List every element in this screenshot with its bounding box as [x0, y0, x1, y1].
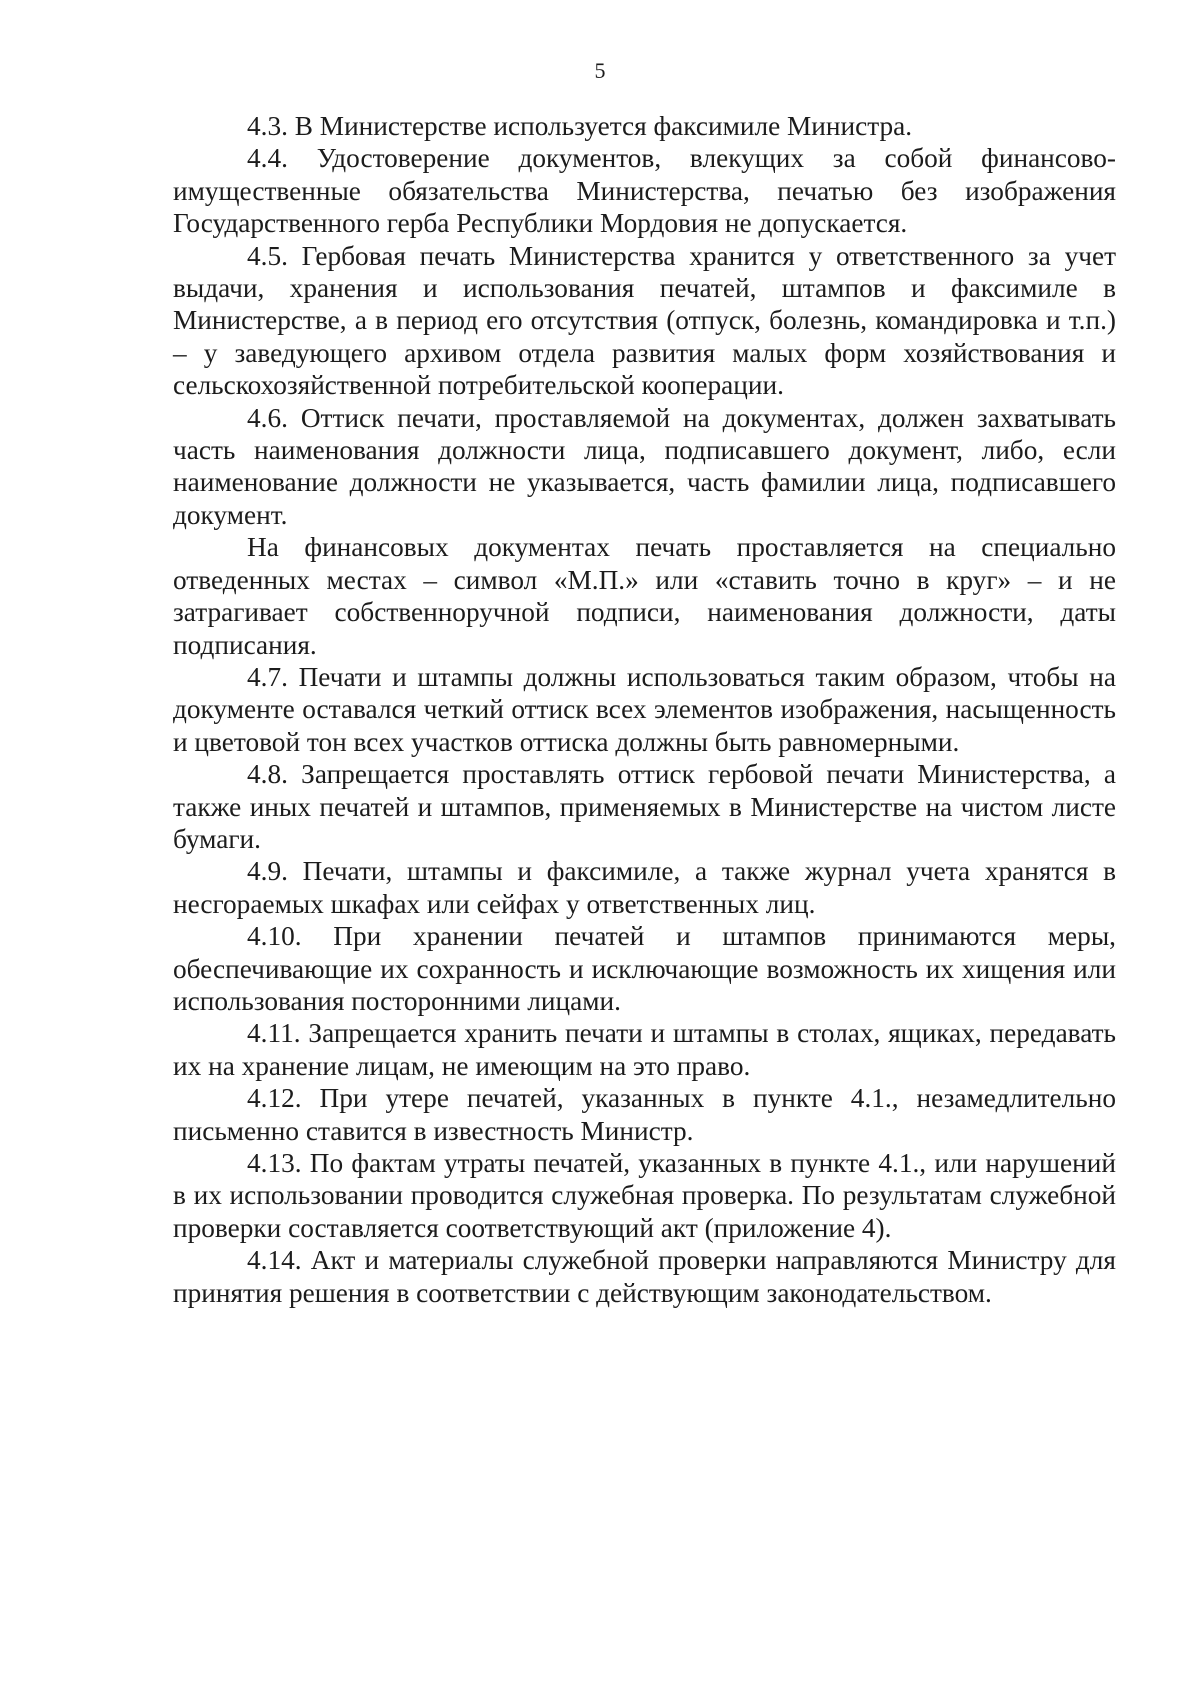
paragraph-4-5: 4.5. Гербовая печать Министерства хранится у ответственного за учет выдачи, хранения и использования печатей, штампов и факсимиле в Министерстве, а в период его отсутствия (отпуск, болезнь, командировка и т.п.) – у заведующего архивом отдела развития малых форм хозяйствования и сельскохозяйственной потребительской кооперации. — [173, 240, 1116, 401]
paragraph-4-12: 4.12. При утере печатей, указанных в пункте 4.1., незамедлительно письменно ставится в известность Министр. — [173, 1083, 1116, 1146]
paragraph-4-14: 4.14. Акт и материалы служебной проверки направляются Министру для принятия решения в соответствии с действующим законодательством. — [173, 1245, 1116, 1308]
paragraph-4-13: 4.13. По фактам утраты печатей, указанных в пункте 4.1., или нарушений в их использовании проводится служебная проверка. По результатам служебной проверки составляется соответствующий акт (приложение 4). — [173, 1148, 1116, 1243]
paragraph-4-4: 4.4. Удостоверение документов, влекущих за собой финансово-имущественные обязательства Министерства, печатью без изображения Государственного герба Республики Мордовия не допускается. — [173, 143, 1116, 239]
paragraph-4-9: 4.9. Печати, штампы и факсимиле, а также журнал учета хранятся в несгораемых шкафах или сейфах у ответственных лиц. — [173, 856, 1116, 919]
page-number: 5 — [594, 58, 606, 83]
paragraph-financial-documents: На финансовых документах печать проставляется на специально отведенных местах – символ «М.П.» или «ставить точно в круг» – и не затрагивает собственноручной подписи, наименования должности, даты подписания. — [173, 532, 1116, 660]
paragraph-4-7: 4.7. Печати и штампы должны использоваться таким образом, чтобы на документе оставался четкий оттиск всех элементов изображения, насыщенность и цветовой тон всех участков оттиска должны быть равномерными. — [173, 661, 1116, 757]
paragraph-4-10: 4.10. При хранении печатей и штампов принимаются меры, обеспечивающие их сохранность и исключающие возможность их хищения или использования посторонними лицами. — [173, 921, 1116, 1016]
paragraph-4-3: 4.3. В Министерстве используется факсимиле Министра. — [247, 111, 913, 141]
paragraph-4-8: 4.8. Запрещается проставлять оттиск гербовой печати Министерства, а также иных печатей и штампов, применяемых в Министерстве на чистом листе бумаги. — [173, 759, 1116, 854]
document-body — [173, 110, 1116, 1309]
paragraph-4-11: 4.11. Запрещается хранить печати и штампы в столах, ящиках, передавать их на хранение лицам, не имеющим на это право. — [173, 1018, 1116, 1081]
paragraph-4-6: 4.6. Оттиск печати, проставляемой на документах, должен захватывать часть наименования должности лица, подписавшего документ, либо, если наименование должности не указывается, часть фамилии лица, подписавшего документ. — [173, 402, 1116, 530]
